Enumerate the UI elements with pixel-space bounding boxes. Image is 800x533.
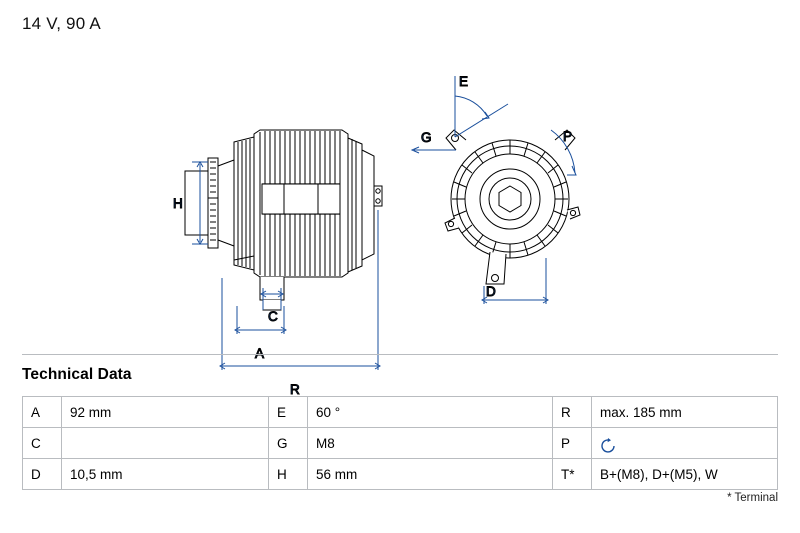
- section-divider: [22, 354, 778, 355]
- cell-key-r: R: [553, 397, 592, 428]
- cell-key-e: E: [269, 397, 308, 428]
- cell-key-c: C: [23, 428, 62, 459]
- cell-key-g: G: [269, 428, 308, 459]
- table-row: [23, 428, 778, 459]
- dim-label-R: R: [290, 382, 300, 397]
- cell-value-r: max. 185 mm: [592, 397, 778, 428]
- table-row: [23, 397, 778, 428]
- table-footnote: * Terminal: [727, 492, 778, 504]
- cell-key-a: A: [23, 397, 62, 428]
- cell-value-a: 92 mm: [62, 397, 269, 428]
- dim-label-C: C: [268, 309, 278, 324]
- cell-value-e: 60 °: [308, 397, 553, 428]
- dim-label-E: E: [459, 74, 469, 89]
- dim-label-G: G: [421, 130, 432, 145]
- rotation-direction-icon: [600, 437, 618, 453]
- cell-key-h: H: [269, 459, 308, 490]
- cell-key-p: P: [553, 428, 592, 459]
- table-row: [23, 459, 778, 490]
- cell-value-t: B+(M8), D+(M5), W: [592, 459, 778, 490]
- dim-label-P: P: [563, 129, 573, 144]
- dim-label-D: D: [486, 284, 496, 299]
- cell-value-g: M8: [308, 428, 553, 459]
- technical-data-table: [22, 396, 778, 490]
- cell-value-h: 56 mm: [308, 459, 553, 490]
- cell-value-p: [592, 428, 778, 459]
- cell-key-t: T*: [553, 459, 592, 490]
- dim-label-H: H: [173, 196, 183, 211]
- cell-value-c: [62, 428, 269, 459]
- page-title: 14 V, 90 A: [22, 14, 101, 33]
- cell-value-d: 10,5 mm: [62, 459, 269, 490]
- technical-data-heading: Technical Data: [22, 366, 132, 383]
- cell-key-d: D: [23, 459, 62, 490]
